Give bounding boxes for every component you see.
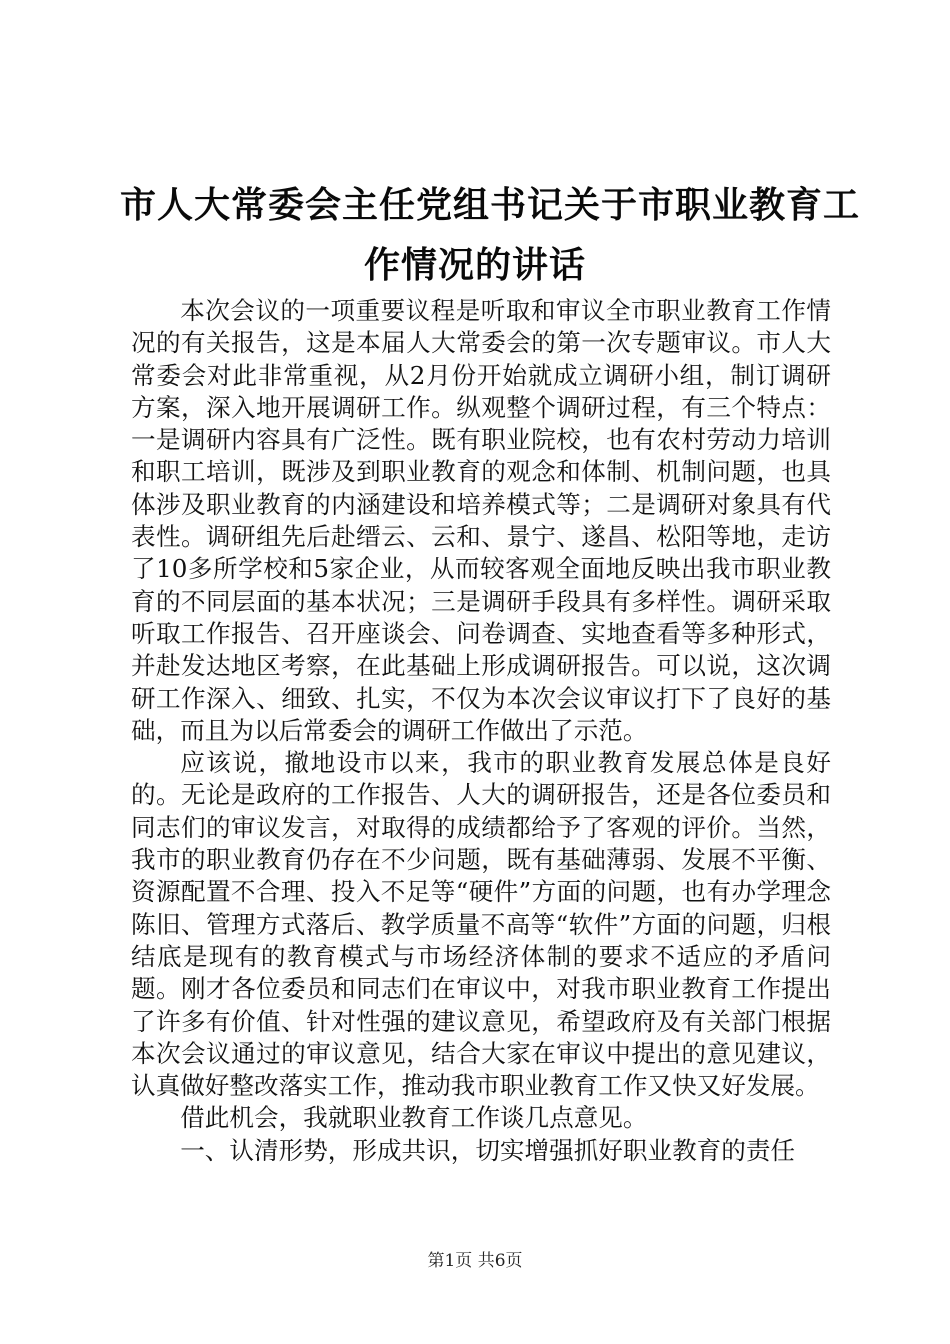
paragraph: 借此机会，我就职业教育工作谈几点意见。 [180,1103,648,1133]
document-title-line-2: 作情况的讲话 [363,245,586,286]
paragraph: 一、认清形势，形成共识，切实增强抓好职业教育的责任 [180,1135,796,1165]
page-indicator: 第1页 共6页 [427,1251,523,1271]
document-body [131,295,831,1167]
paragraph: 本次会议的一项重要议程是听取和审议全市职业教育工作情况的有关报告，这是本届人大常委会的第一次专题审议。市人大常委会对此非常重视，从2月份开始就成立调研小组，制订调研方案，深入地开展调研工作。纵观整个调研过程，有三个特点：一是调研内容具有广泛性。既有职业院校，也有农村劳动力培训和职工培训，既涉及到职业教育的观念和体制、机制问题，也具体涉及职业教育的内涵建设和培养模式等；二是调研对象具有代表性。调研组先后赴缙云、云和、景宁、遂昌、松阳等地，走访了10多所学校和5家企业，从而较客观全面地反映出我市职业教育的不同层面的基本状况；三是调研手段具有多样性。调研采取听取工作报告、召开座谈会、问卷调查、实地查看等多种形式，并赴发达地区考察，在此基础上形成调研报告。可以说，这次调研工作深入、细致、扎实，不仅为本次会议审议打下了良好的基础，而且为以后常委会的调研工作做出了示范。 [131,296,831,745]
paragraph: 应该说，撤地设市以来，我市的职业教育发展总体是良好的。无论是政府的工作报告、人大的调研报告，还是各位委员和同志们的审议发言，对取得的成绩都给予了客观的评价。当然，我市的职业教育仍存在不少问题，既有基础薄弱、发展不平衡、资源配置不合理、投入不足等“硬件”方面的问题，也有办学理念陈旧、管理方式落后、教学质量不高等“软件”方面的问题，归根结底是现有的教育模式与市场经济体制的要求不适应的矛盾问题。刚才各位委员和同志们在审议中，对我市职业教育工作提出了许多有价值、针对性强的建议意见，希望政府及有关部门根据本次会议通过的审议意见，结合大家在审议中提出的意见建议，认真做好整改落实工作，推动我市职业教育工作又快又好发展。 [131,748,831,1101]
document-title-line-1: 市人大常委会主任党组书记关于市职业教育工 [120,185,861,226]
